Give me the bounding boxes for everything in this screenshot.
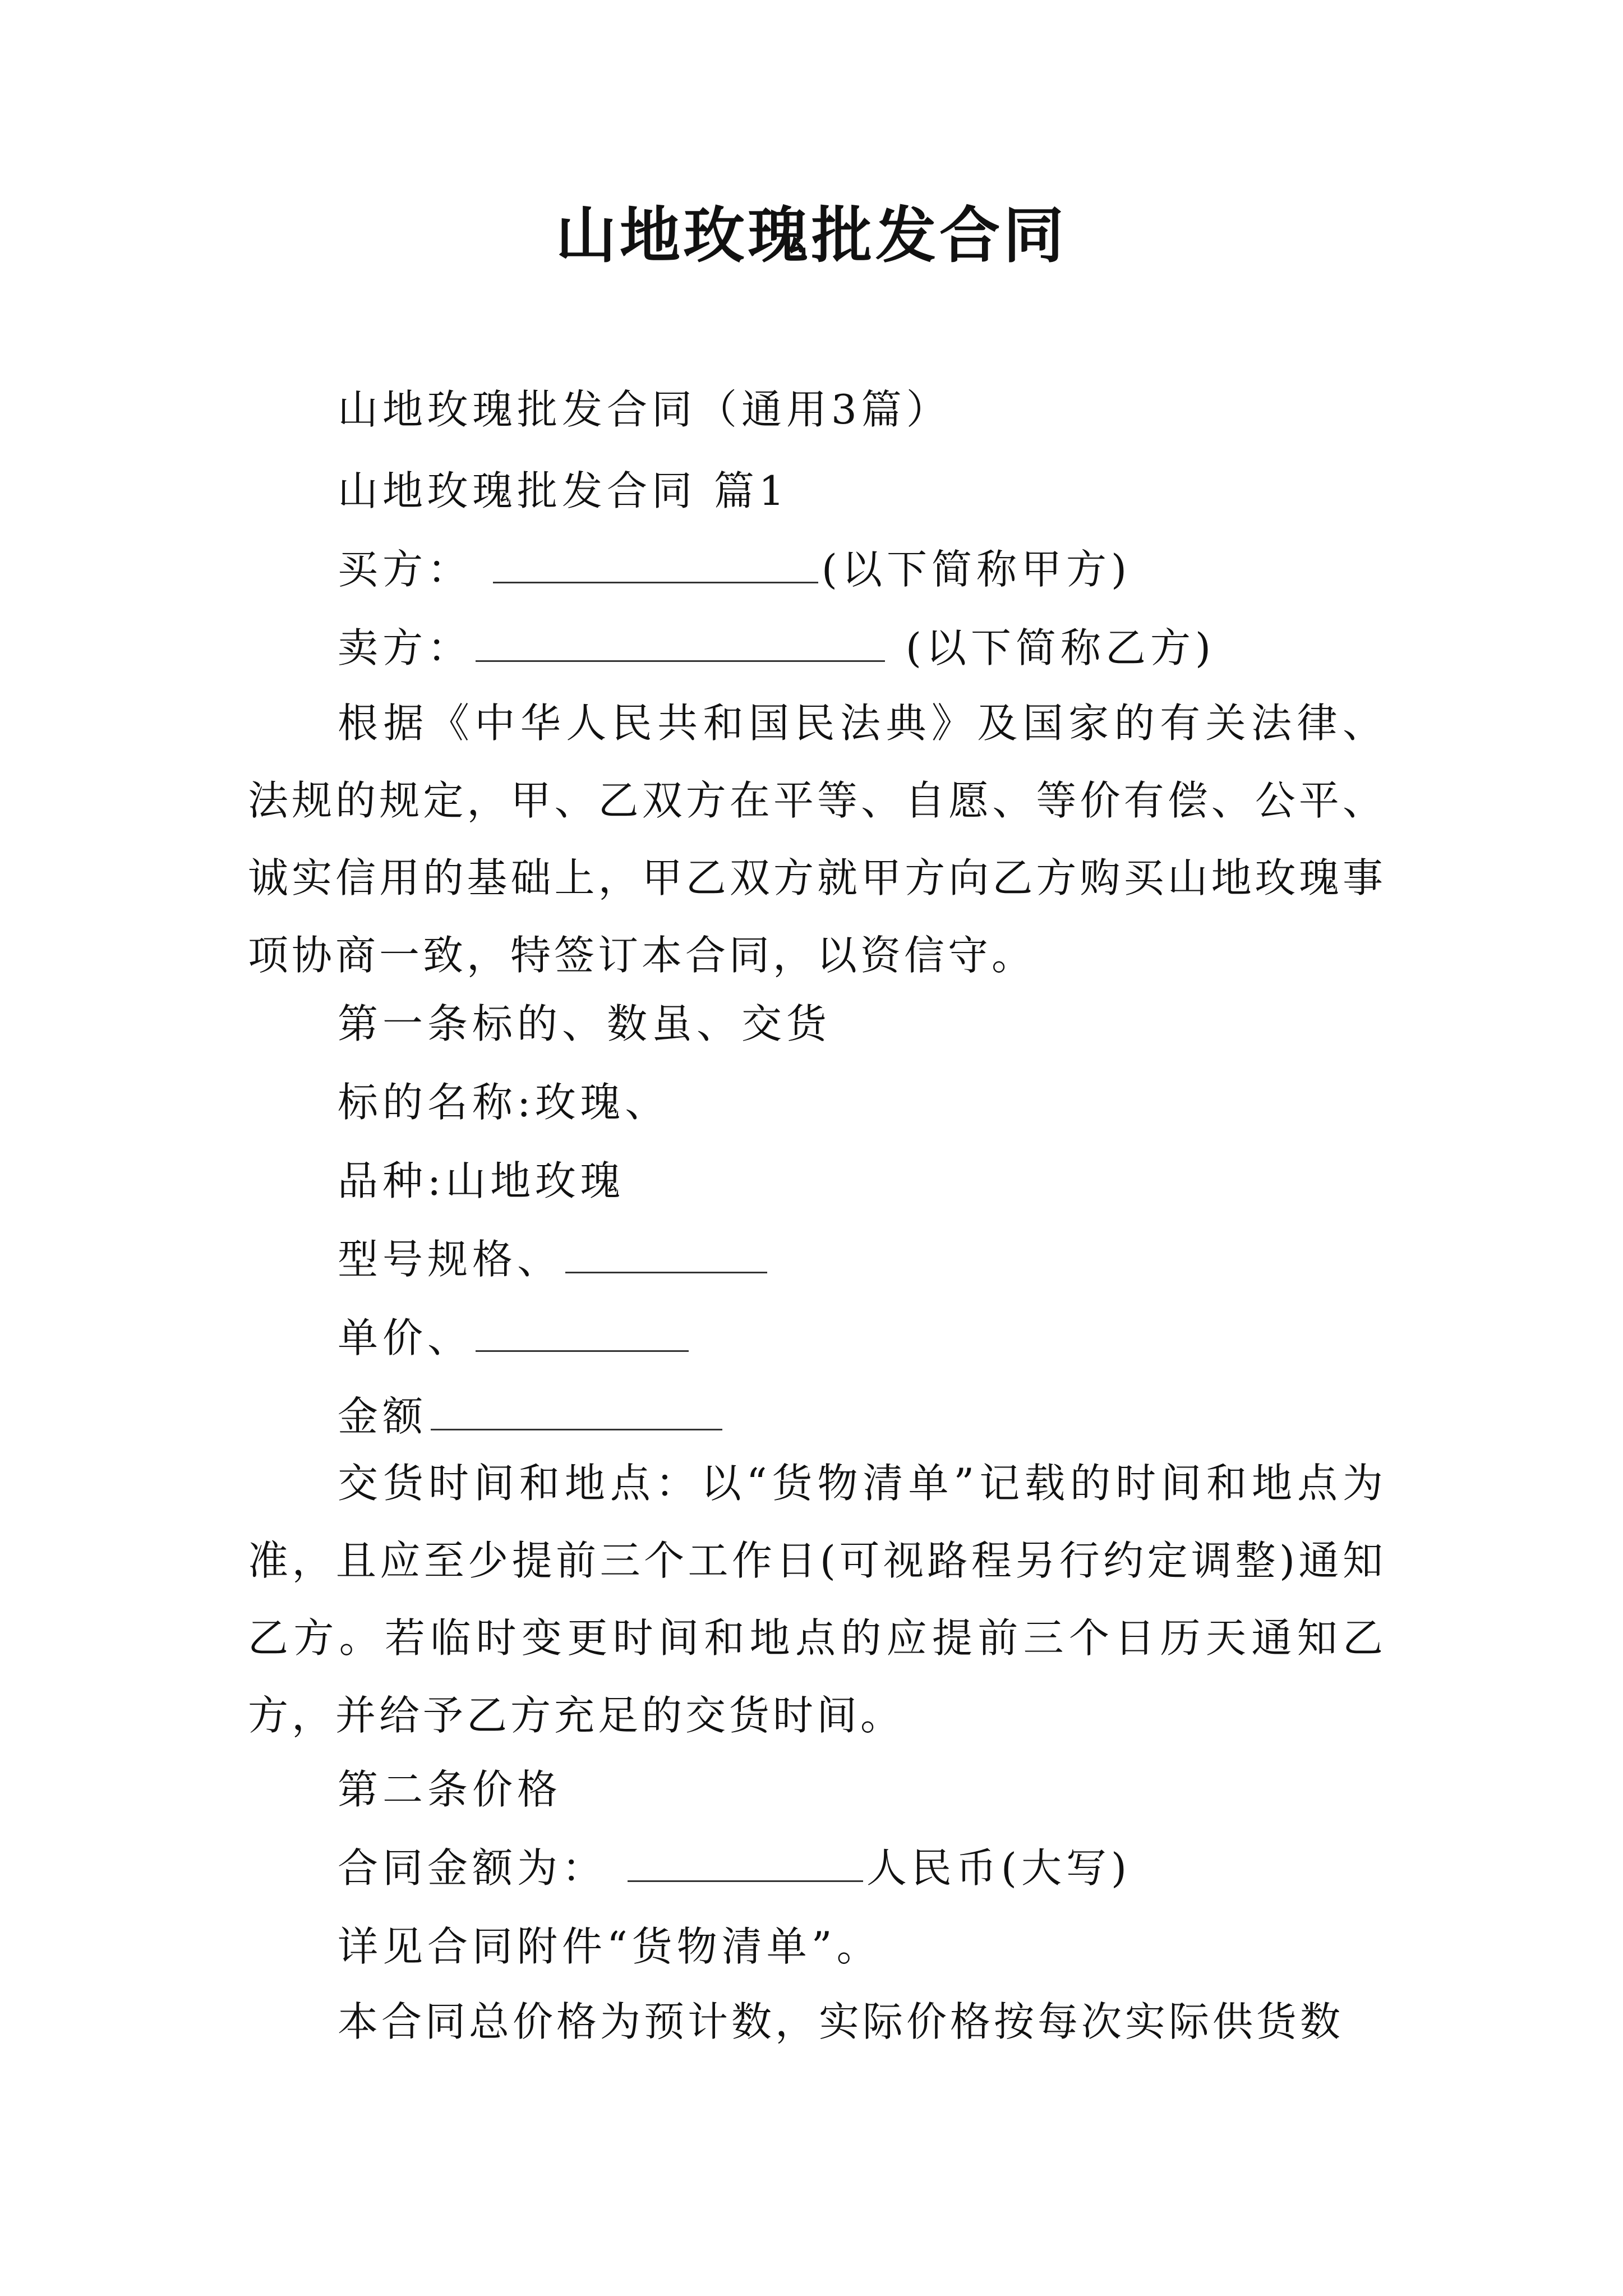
intro-paragraph: 根据《中华人民共和国民法典》及国家的有关法律、法规的规定，甲、乙双方在平等、自愿、等价有偿、公平、诚实信用的基础上，甲乙双方就甲方向乙方购买山地玫瑰事项协商一致，特签订本合同，以资信守。 (248, 700, 1386, 979)
contract-amount-label: 合同金额为： (338, 1844, 607, 1892)
total-price-paragraph: 本合同总价格为预计数，实际价格按每次实际供货数 (338, 1998, 1344, 2045)
document-title: 山地玫瑰批发合同 (555, 200, 1067, 271)
unit-price-label: 单价、 (338, 1314, 473, 1361)
seller-suffix: (以下简称乙方) (905, 624, 1216, 671)
unit-price-blank[interactable] (476, 1311, 689, 1352)
amount-line (338, 1388, 726, 1444)
seller-line (338, 620, 1215, 676)
buyer-label: 买方： (338, 546, 473, 593)
spec-blank[interactable] (565, 1232, 767, 1273)
buyer-line (338, 541, 1131, 597)
subject-name: 标的名称:玫瑰、 (338, 1079, 670, 1126)
amount-label: 金额 (338, 1393, 428, 1440)
variety: 品种:山地玫瑰 (338, 1157, 625, 1204)
buyer-blank[interactable] (493, 542, 818, 583)
subtitle: 山地玫瑰批发合同（通用3篇） (338, 386, 951, 433)
spec-label: 型号规格、 (338, 1236, 562, 1283)
contract-amount-suffix: 人民币(大写) (866, 1844, 1132, 1892)
seller-blank[interactable] (476, 621, 885, 662)
article2-heading: 第二条价格 (338, 1766, 562, 1813)
contract-amount-blank[interactable] (628, 1841, 863, 1882)
seller-label: 卖方： (338, 624, 473, 671)
delivery-paragraph: 交货时间和地点：以“货物清单”记载的时间和地点为准，且应至少提前三个工作日(可视路程另行约定调整)通知乙方。若临时变更时间和地点的应提前三个日历天通知乙方，并给予乙方充足的交货时间。 (248, 1460, 1386, 1739)
unit-price-line (338, 1310, 692, 1366)
amount-blank[interactable] (431, 1389, 722, 1430)
buyer-suffix: (以下简称甲方) (821, 546, 1132, 593)
spec-line (338, 1231, 771, 1287)
contract-amount-line (338, 1840, 1131, 1896)
see-attachment: 详见合同附件“货物清单”。 (338, 1923, 882, 1970)
article1-heading: 第一条标的、数虽、交货 (338, 1000, 832, 1047)
section-heading: 山地玫瑰批发合同 篇1 (338, 467, 789, 514)
